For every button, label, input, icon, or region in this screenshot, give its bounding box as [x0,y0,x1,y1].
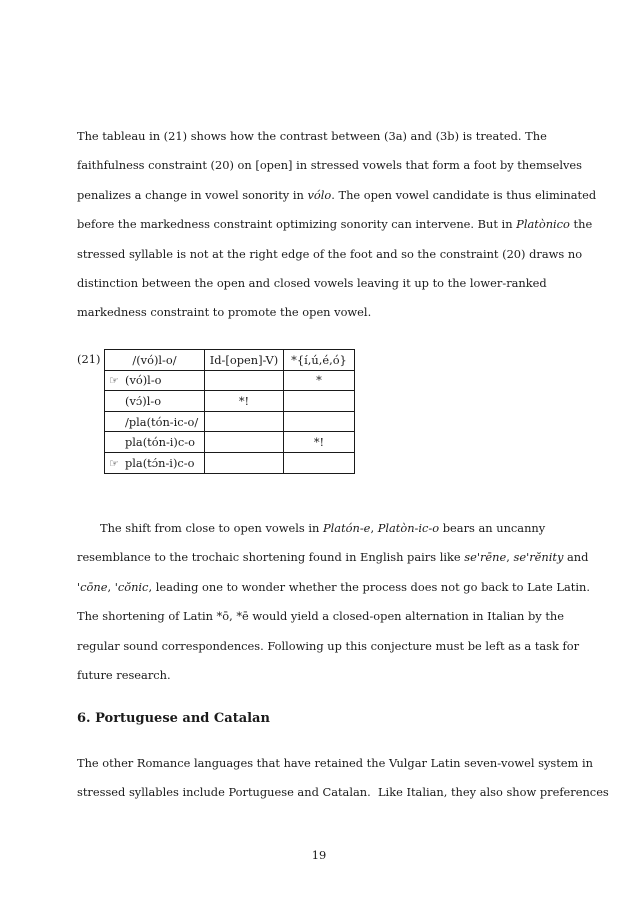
tableau-input: /(vó)l-o/ [105,350,205,371]
text-line: penalizes a change in vowel sonority in vólo. The open vowel candidate is thus eliminated [77,187,597,202]
ot-tableau [104,349,355,474]
text-line: stressed syllables include Portuguese and Catalan. Like Italian, they also show preferences [77,785,609,800]
candidate-cell: (vɔ́)l-o [105,391,205,412]
text-line: distinction between the open and closed vowels leaving it up to the lower-ranked [77,276,547,291]
text-line: future research. [77,668,171,683]
text-line: The shift from close to open vowels in Platón-e, Platòn-ic-o bears an uncanny [100,521,546,535]
text-line: The shortening of Latin *ō, *ē would yield a closed-open alternation in Italian by the [77,609,565,624]
pointing-hand-icon: ☞ [109,456,119,470]
example-word: cōne [80,579,108,594]
candidate-cell: ☞ (vó)l-o [105,370,205,391]
constraint-markedness: *{í,ú,é,ó} [284,350,355,371]
tableau-row [105,411,355,432]
paragraph-portuguese-catalan [77,749,609,808]
text-line: markedness constraint to promote the open vowel. [77,305,372,320]
violation-cell: * [284,370,355,391]
violation-cell [284,391,355,412]
tableau-row [105,391,355,412]
text-line: before the markedness constraint optimizing sonority can intervene. But in Platònico the [77,217,593,232]
candidate-cell: pla(tón-i)c-o [105,432,205,453]
text-line: faithfulness constraint (20) on [open] in stressed vowels that form a foot by themselves [77,158,582,173]
violation-cell [284,452,355,473]
section-heading: 6. Portuguese and Catalan [77,711,270,726]
pointing-hand-icon: ☞ [109,374,119,388]
example-word: Platón-e [322,521,371,535]
example-word: se'rēne [464,550,507,565]
example-number: (21) [77,352,101,366]
candidate-cell: /pla(tón-ic-o/ [105,411,205,432]
violation-cell [284,411,355,432]
constraint-faithfulness: Id-[open]-V) [205,350,284,371]
example-word: Platòn-ic-o [377,521,440,535]
violation-cell: *! [284,432,355,453]
text-line: 'cōne, 'cŏnic, leading one to wonder whether the process does not go back to Late Latin. [77,579,590,594]
text-line: regular sound correspondences. Following up this conjecture must be left as a task for [77,638,580,653]
example-word: cŏnic [117,579,149,594]
paragraph-trochaic-shortening [77,514,590,690]
paragraph-tableau-explanation [77,122,597,328]
example-word: Platònico [516,217,570,232]
violation-cell: *! [205,391,284,412]
text-line: The tableau in (21) shows how the contrast between (3a) and (3b) is treated. The [77,129,547,143]
text-line: resemblance to the trochaic shortening found in English pairs like se'rēne, se'rĕnity and [77,550,589,565]
violation-cell [205,432,284,453]
violation-cell [205,452,284,473]
example-word: vólo [307,187,332,202]
example-word: se'rĕnity [513,550,564,565]
tableau-row [105,432,355,453]
text-line: The other Romance languages that have retained the Vulgar Latin seven-vowel system in [77,756,593,770]
violation-cell [205,411,284,432]
tableau-row [105,452,355,473]
text-line: stressed syllable is not at the right edge of the foot and so the constraint (20) draws no [77,246,583,261]
violation-cell [205,370,284,391]
tableau-row [105,370,355,391]
page-number: 19 [311,848,327,862]
candidate-cell: ☞ pla(tɔ́n-i)c-o [105,452,205,473]
tableau-header-row [105,350,355,371]
